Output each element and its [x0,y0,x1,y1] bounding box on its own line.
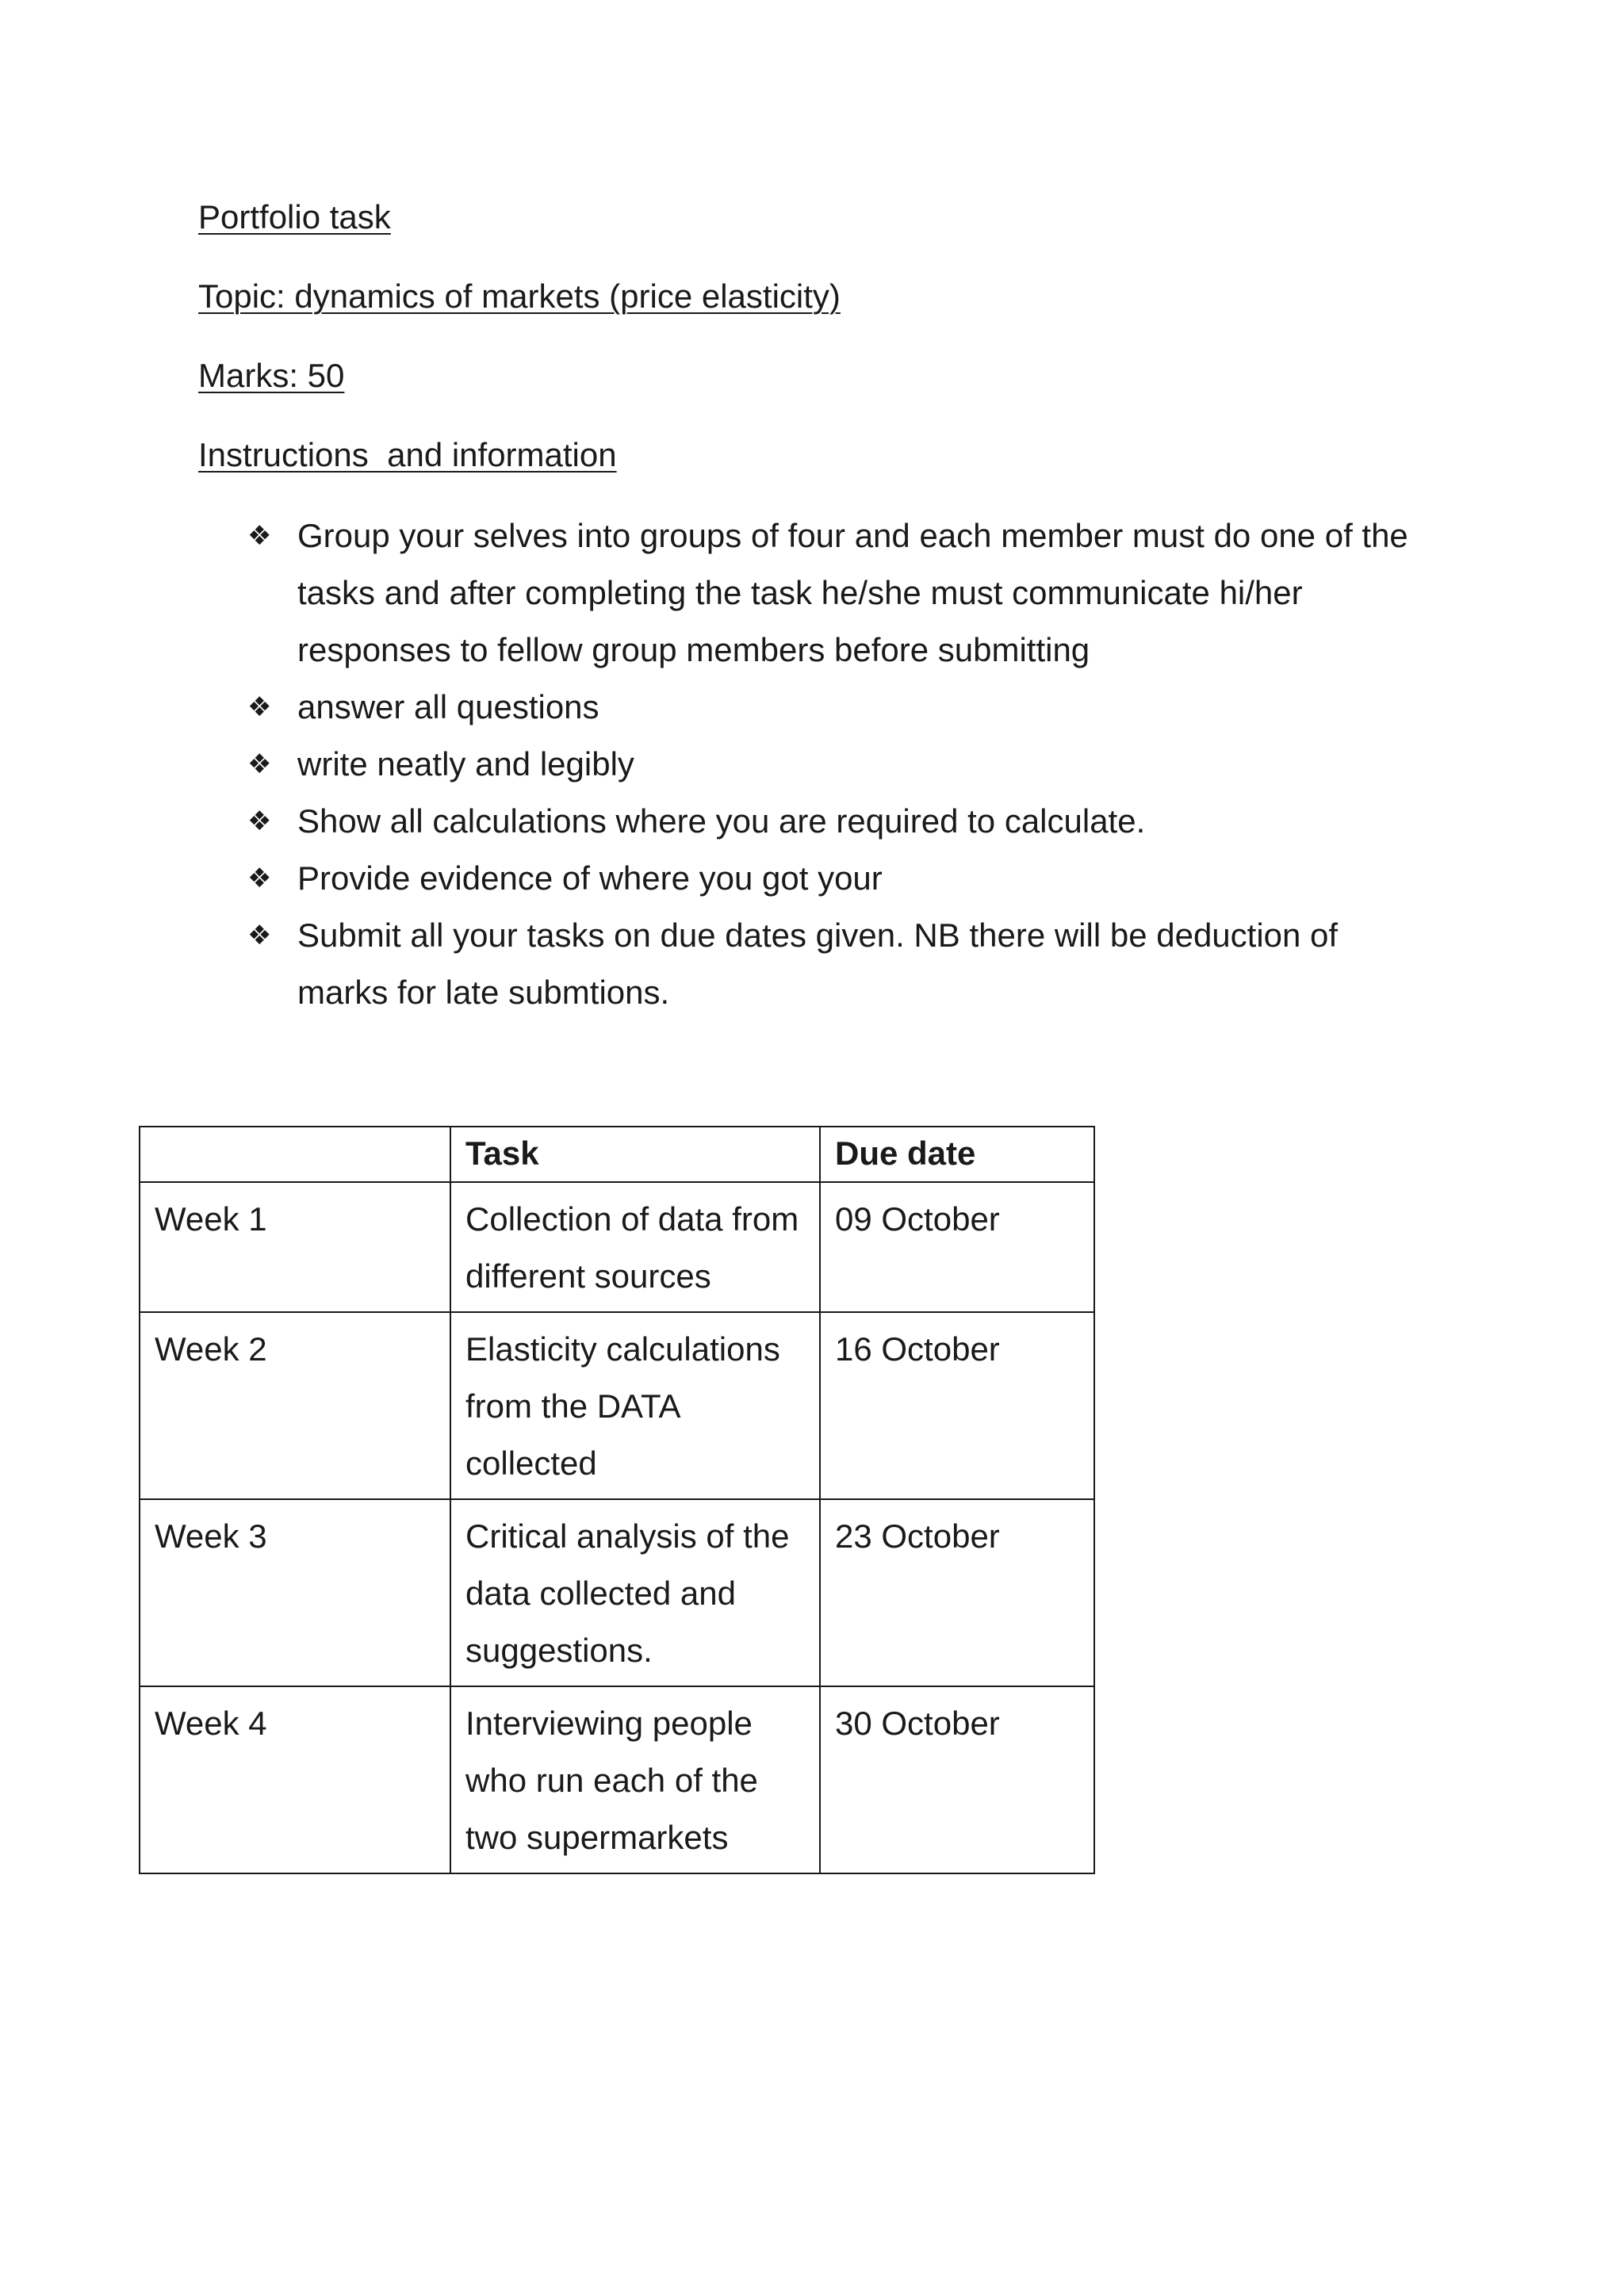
diamond-bullet-icon: ❖ [247,920,272,951]
due-date-cell: 30 October [820,1686,1094,1873]
instructions-list [198,507,1435,1021]
due-date-cell: 16 October [820,1312,1094,1499]
table-row [140,1499,1094,1686]
week-cell: Week 4 [140,1686,450,1873]
week-cell: Week 1 [140,1182,450,1312]
column-header-week [140,1127,450,1182]
week-cell: Week 3 [140,1499,450,1686]
list-item [198,679,1435,736]
instructions-heading: Instructions and information [198,436,617,473]
table-row [140,1686,1094,1873]
list-item-text: answer all questions [297,688,599,725]
list-item-text: Provide evidence of where you got your [297,859,883,897]
task-cell: Elasticity calculations from the DATA collected [450,1312,820,1499]
list-item [198,736,1435,793]
diamond-bullet-icon: ❖ [247,520,272,552]
diamond-bullet-icon: ❖ [247,748,272,780]
marks-heading: Marks: 50 [198,357,345,394]
diamond-bullet-icon: ❖ [247,806,272,837]
week-cell: Week 2 [140,1312,450,1499]
list-item-text: write neatly and legibly [297,745,634,783]
table-row [140,1312,1094,1499]
table-row [140,1182,1094,1312]
list-item [198,850,1435,907]
list-item-text: Group your selves into groups of four and each member must do one of the tasks and after completing the task he/she must communicate hi/her responses to fellow group members before submitting [297,517,1408,668]
list-item [198,507,1435,679]
task-cell: Interviewing people who run each of the two supermarkets [450,1686,820,1873]
task-cell: Critical analysis of the data collected and suggestions. [450,1499,820,1686]
due-date-cell: 23 October [820,1499,1094,1686]
task-cell: Collection of data from different sources [450,1182,820,1312]
page-title: Portfolio task [198,198,391,235]
topic-heading: Topic: dynamics of markets (price elasticity) [198,277,841,315]
list-item-text: Show all calculations where you are required to calculate. [297,802,1146,840]
list-item [198,793,1435,850]
diamond-bullet-icon: ❖ [247,691,272,723]
list-item [198,907,1435,1021]
column-header-task: Task [450,1127,820,1182]
column-header-due-date: Due date [820,1127,1094,1182]
diamond-bullet-icon: ❖ [247,863,272,894]
schedule-table [139,1126,1095,1874]
list-item-text: Submit all your tasks on due dates given. NB there will be deduction of marks for late submtions. [297,916,1339,1011]
due-date-cell: 09 October [820,1182,1094,1312]
table-header-row [140,1127,1094,1182]
